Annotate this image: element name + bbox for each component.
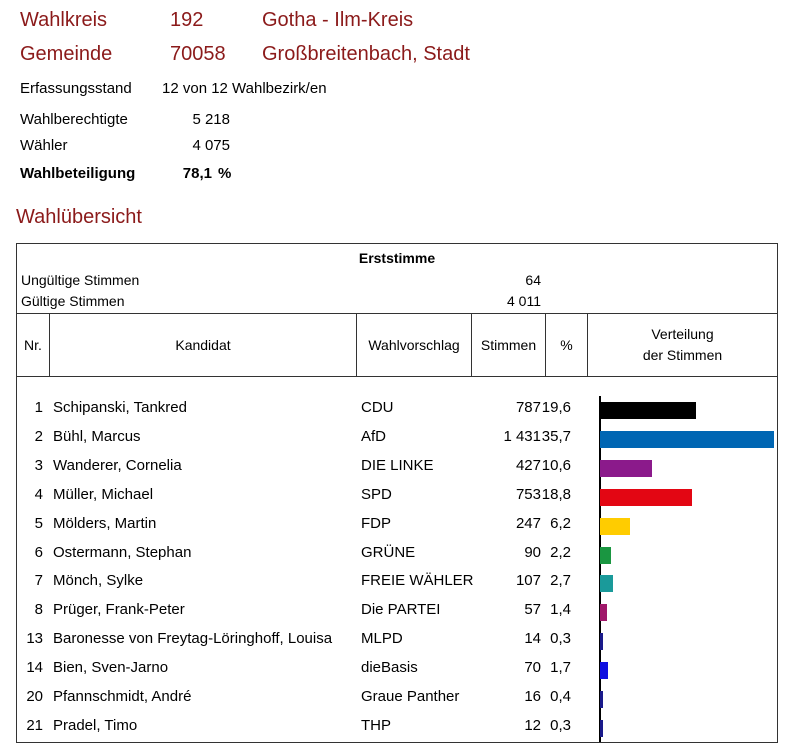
row-stimmen: 787 (515, 399, 541, 416)
row-nr: 7 (34, 572, 43, 590)
wahlkreis-number: 192 (170, 9, 204, 31)
row-nr: 4 (34, 485, 43, 503)
row-pct: 1,7 (550, 659, 571, 677)
col-kandidat-header: Kandidat (50, 314, 357, 376)
row-pct: 0,3 (550, 630, 571, 648)
row-kandidat: Müller, Michael (53, 485, 154, 503)
row-pct: 10,6 (541, 456, 571, 474)
row-wahlvorschlag: MLPD (361, 630, 403, 648)
row-wahlvorschlag: DIE LINKE (361, 456, 434, 474)
row-kandidat: Baronesse von Freytag-Löringhoff, Louisa (53, 630, 333, 648)
row-kandidat: Pfannschmidt, André (53, 688, 192, 705)
vote-share-bar (600, 489, 692, 506)
ungueltige-label: Ungültige Stimmen (21, 272, 140, 288)
col-nr-header: Nr. (17, 314, 50, 376)
row-wahlvorschlag: dieBasis (361, 659, 418, 677)
vote-share-bar (600, 691, 603, 708)
row-stimmen: 753 (515, 485, 541, 503)
table-row (17, 568, 777, 597)
vote-share-bar (600, 662, 608, 679)
row-stimmen: 247 (515, 514, 541, 532)
row-wahlvorschlag: SPD (361, 485, 392, 503)
table-row (17, 424, 777, 453)
table-row (17, 540, 777, 569)
row-kandidat: Wanderer, Cornelia (53, 456, 182, 474)
erfassung-value: 12 von 12 Wahlbezirk/en (162, 80, 327, 97)
row-nr: 6 (34, 543, 43, 561)
row-kandidat: Prüger, Frank-Peter (53, 601, 185, 619)
row-nr: 21 (26, 716, 43, 734)
table-row (17, 511, 777, 540)
row-wahlvorschlag: Graue Panther (361, 688, 460, 705)
beteiligung-label: Wahlbeteiligung (20, 165, 136, 182)
vote-share-bar (600, 402, 696, 419)
row-stimmen: 16 (524, 688, 541, 705)
row-kandidat: Mönch, Sylke (53, 572, 144, 590)
beteiligung-unit: % (218, 165, 232, 182)
row-stimmen: 70 (524, 659, 541, 677)
row-nr: 5 (34, 514, 43, 532)
row-pct: 6,2 (550, 514, 571, 532)
row-stimmen: 427 (515, 456, 541, 474)
wahlkreis-label: Wahlkreis (20, 9, 108, 31)
row-wahlvorschlag: FDP (361, 514, 391, 532)
vote-share-bar (600, 431, 774, 448)
vote-share-bar (600, 604, 607, 621)
row-stimmen: 14 (524, 630, 541, 648)
row-stimmen: 12 (524, 716, 541, 734)
table-row (17, 684, 777, 713)
vote-share-bar (600, 518, 630, 535)
table-title: Erststimme (358, 250, 436, 266)
row-pct: 0,3 (550, 716, 571, 734)
results-table (16, 243, 778, 743)
row-nr: 20 (26, 688, 43, 705)
waehler-value: 4 075 (192, 137, 230, 154)
row-nr: 8 (34, 601, 43, 619)
row-pct: 19,6 (541, 399, 571, 416)
col-verteilung-line2: der Stimmen (642, 347, 723, 363)
gemeinde-label: Gemeinde (20, 43, 113, 65)
berechtigte-value: 5 218 (192, 111, 230, 128)
col-verteilung-header (588, 314, 777, 376)
beteiligung-value: 78,1 (182, 165, 212, 182)
row-kandidat: Bien, Sven-Jarno (53, 659, 169, 677)
row-wahlvorschlag: GRÜNE (361, 543, 416, 561)
vote-share-bar (600, 720, 603, 737)
gueltige-label: Gültige Stimmen (21, 293, 125, 309)
col-wahlvorschlag-header: Wahlvorschlag (357, 314, 472, 376)
table-row (17, 713, 777, 742)
col-pct-header: % (546, 314, 588, 376)
wahlkreis-name: Gotha - Ilm-Kreis (262, 9, 414, 31)
row-wahlvorschlag: CDU (361, 399, 394, 416)
row-wahlvorschlag: FREIE WÄHLER (361, 572, 474, 590)
row-nr: 2 (34, 427, 43, 445)
row-stimmen: 1 431 (503, 427, 541, 445)
table-row (17, 395, 777, 424)
vote-share-bar (600, 575, 613, 592)
vote-share-bar (600, 460, 652, 477)
ungueltige-value: 64 (525, 272, 541, 288)
row-kandidat: Pradel, Timo (53, 716, 138, 734)
vote-share-bar (600, 547, 611, 564)
row-pct: 35,7 (541, 427, 571, 445)
row-nr: 3 (34, 456, 43, 474)
row-pct: 2,7 (550, 572, 571, 590)
row-wahlvorschlag: Die PARTEI (361, 601, 441, 619)
gueltige-value: 4 011 (507, 293, 541, 309)
row-kandidat: Mölders, Martin (53, 514, 157, 532)
table-row (17, 482, 777, 511)
row-nr: 13 (26, 630, 43, 648)
erfassung-label: Erfassungsstand (20, 80, 132, 97)
row-stimmen: 57 (524, 601, 541, 619)
row-stimmen: 107 (515, 572, 541, 590)
row-pct: 18,8 (541, 485, 571, 503)
row-kandidat: Bühl, Marcus (53, 427, 141, 445)
section-title: Wahlübersicht (16, 206, 142, 228)
table-row (17, 626, 777, 655)
row-wahlvorschlag: THP (361, 716, 391, 734)
table-row (17, 655, 777, 684)
column-header-row (17, 313, 777, 377)
row-pct: 2,2 (550, 543, 571, 561)
row-wahlvorschlag: AfD (361, 427, 387, 445)
berechtigte-label: Wahlberechtigte (20, 111, 128, 128)
col-verteilung-line1: Verteilung (651, 326, 714, 342)
row-kandidat: Schipanski, Tankred (53, 399, 187, 416)
row-pct: 0,4 (550, 688, 571, 705)
waehler-label: Wähler (20, 137, 68, 154)
row-pct: 1,4 (550, 601, 571, 619)
table-row (17, 597, 777, 626)
row-nr: 1 (34, 399, 43, 416)
row-stimmen: 90 (524, 543, 541, 561)
gemeinde-number: 70058 (170, 43, 226, 65)
table-row (17, 453, 777, 482)
row-kandidat: Ostermann, Stephan (53, 543, 192, 561)
col-stimmen-header: Stimmen (472, 314, 546, 376)
vote-share-bar (600, 633, 603, 650)
row-nr: 14 (26, 659, 43, 677)
gemeinde-name: Großbreitenbach, Stadt (262, 43, 470, 65)
